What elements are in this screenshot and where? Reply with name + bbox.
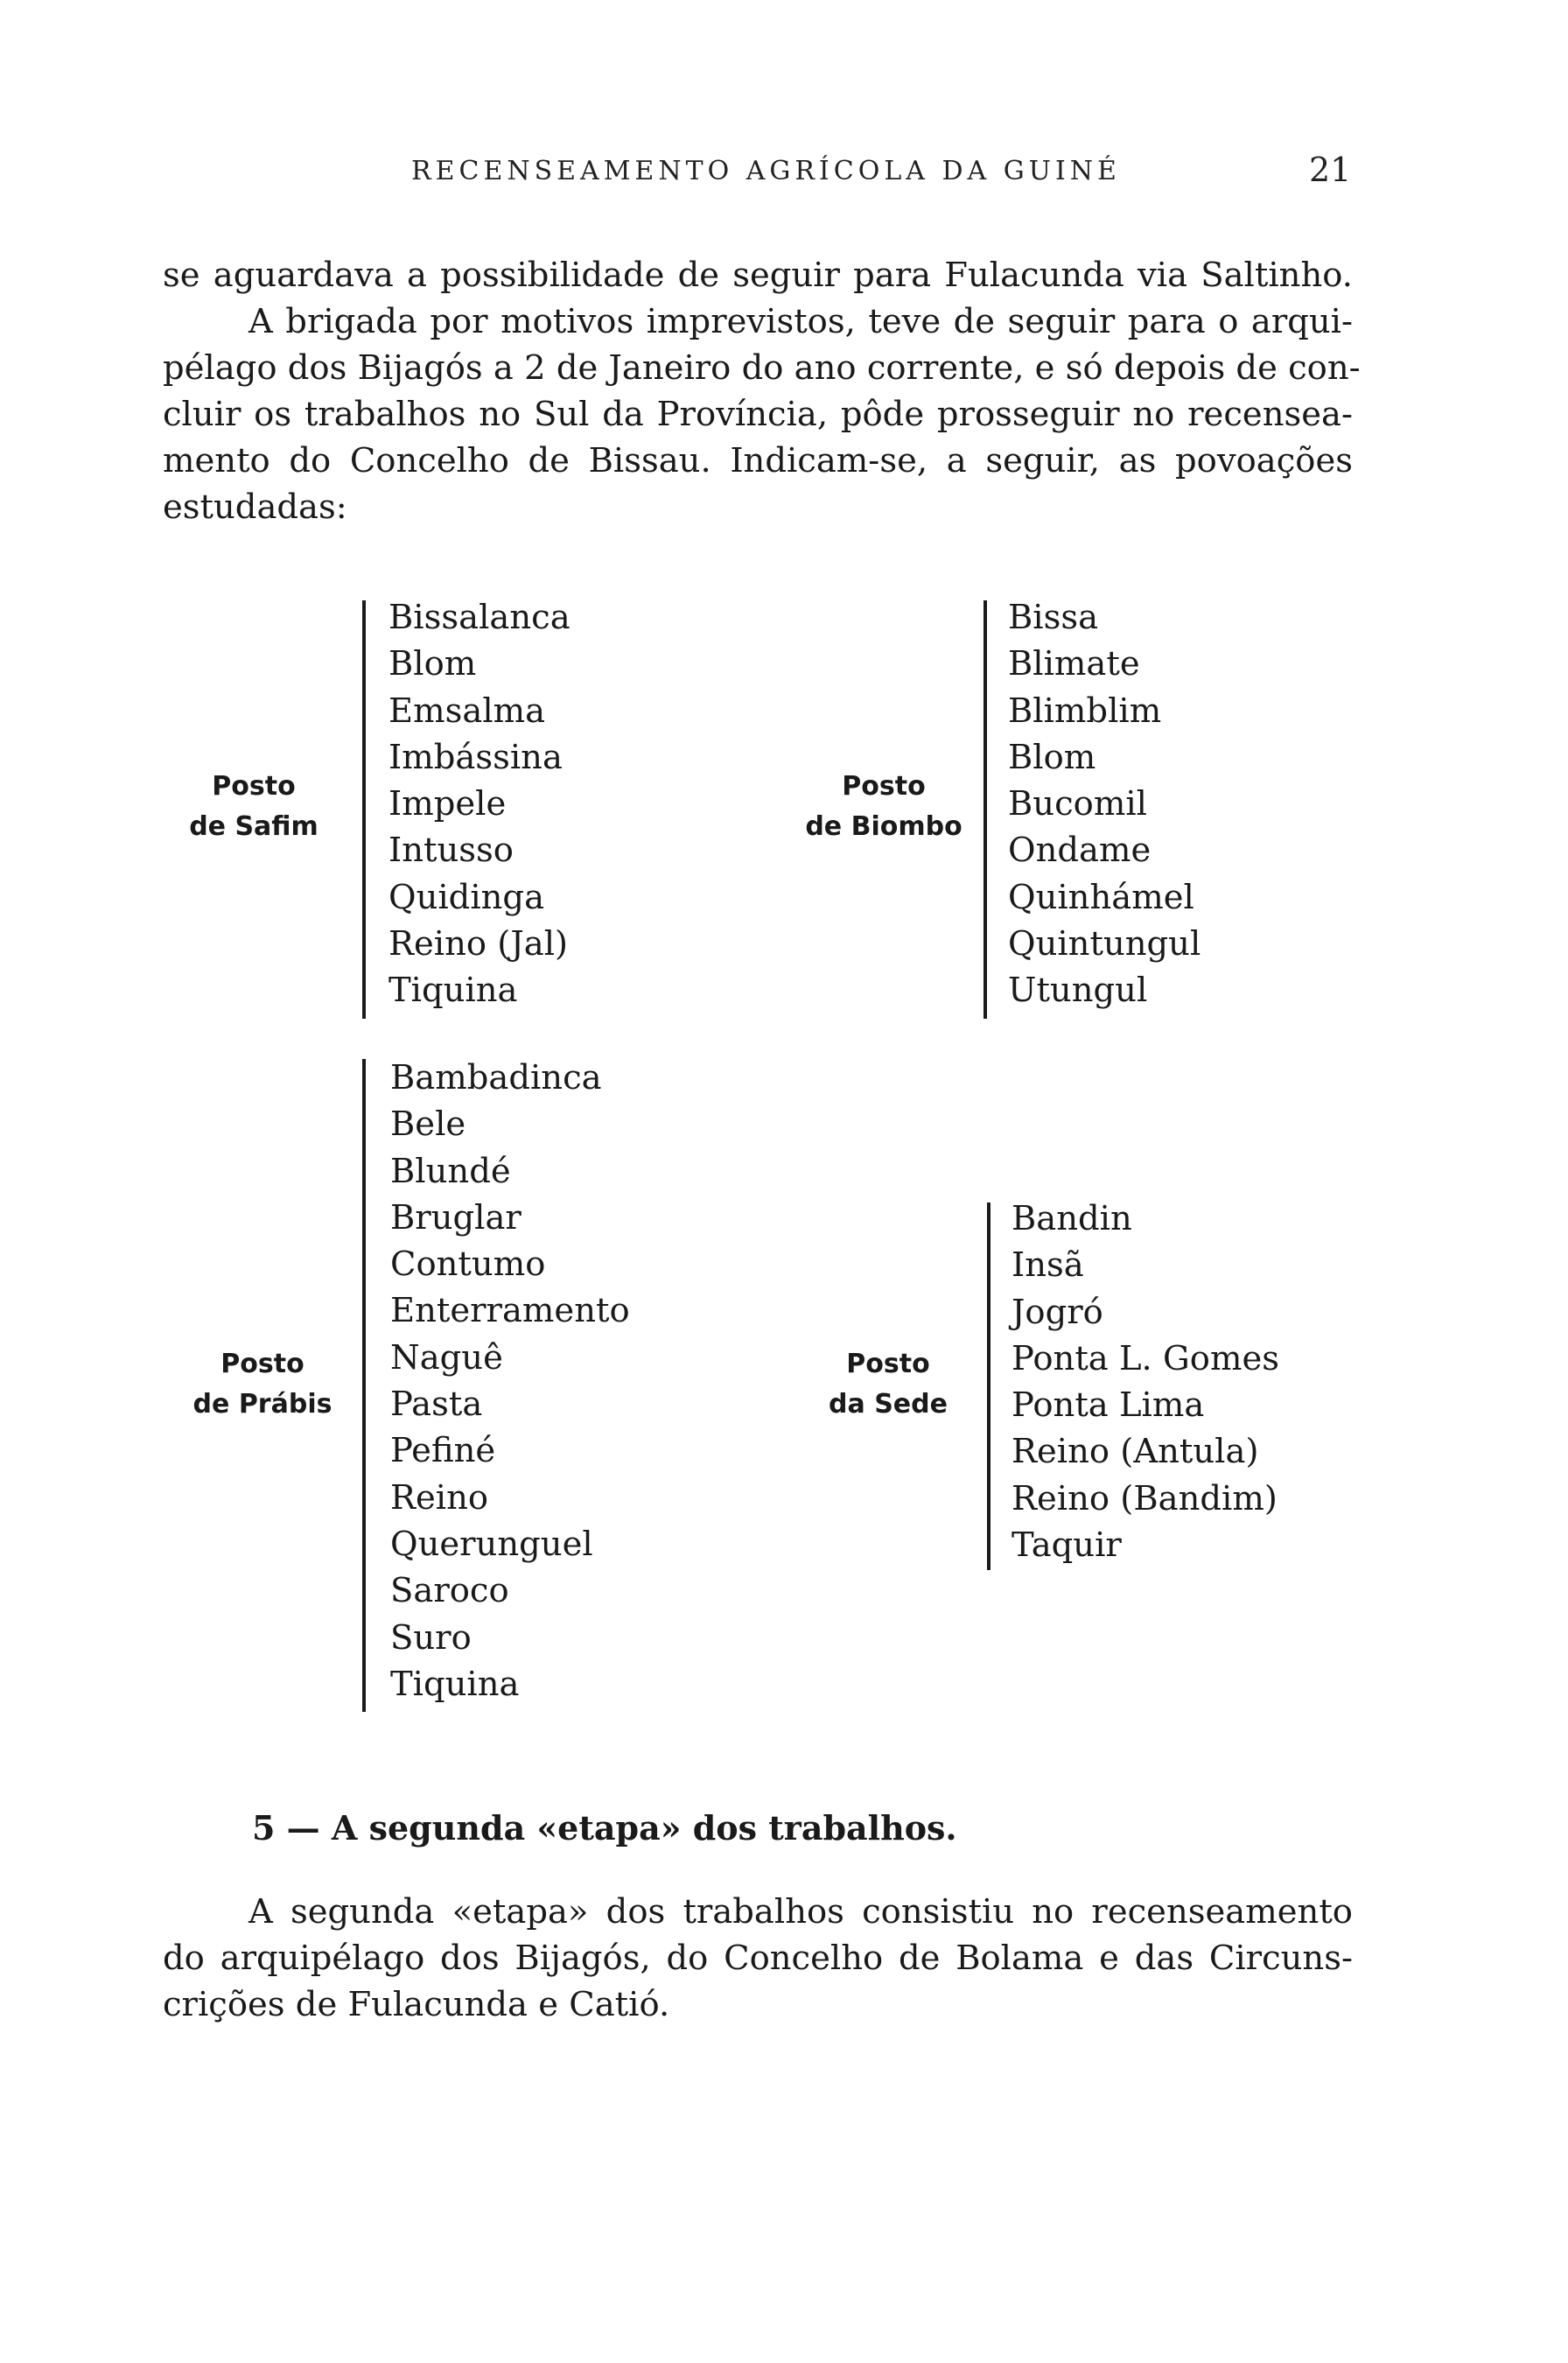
running-title: RECENSEAMENTO AGRÍCOLA DA GUINÉ (411, 156, 1121, 186)
village-name: Pefiné (390, 1431, 496, 1471)
text-line: estudadas: (163, 487, 347, 527)
text-line: pélago dos Bijagós a 2 de Janeiro do ano corrente, e só depois de con- (163, 348, 1361, 388)
text-line: do arquipélago dos Bijagós, do Concelho de Bolama e das Circuns- (163, 1939, 1353, 1978)
village-name: Bambadinca (390, 1058, 602, 1097)
section-heading: 5 — A segunda «etapa» dos trabalhos. (252, 1808, 957, 1848)
village-name: Enterramento (390, 1291, 630, 1331)
village-name: Bele (390, 1104, 466, 1145)
text-line: cluir os trabalhos no Sul da Província, pôde prosseguir no recensea- (163, 395, 1353, 434)
village-name: Quintungul (1008, 924, 1201, 964)
village-name: Quidinga (388, 877, 545, 917)
village-name: Saroco (390, 1571, 509, 1611)
posto-label-biombo (788, 767, 980, 847)
posto-label-safim (166, 767, 341, 847)
text-line: crições de Fulacunda e Catió. (163, 1985, 670, 2024)
village-name: Pasta (390, 1385, 483, 1425)
village-name: Bissa (1008, 598, 1099, 637)
village-list-safim (388, 594, 570, 1014)
village-name: Quinhámel (1008, 877, 1194, 917)
brace (362, 1059, 366, 1712)
brace (987, 1203, 990, 1570)
village-name: Bissalanca (388, 598, 570, 637)
village-name: Intusso (388, 831, 514, 871)
village-name: Ponta Lima (1012, 1385, 1205, 1426)
village-name: Naguê (390, 1337, 503, 1378)
posto-label-line: de Prábis (192, 1389, 332, 1420)
village-name: Taquir (1012, 1525, 1122, 1566)
village-list-sede (1012, 1196, 1279, 1568)
text-line: A segunda «etapa» dos trabalhos consistiu no recenseamento (248, 1892, 1353, 1932)
village-name: Querunguel (390, 1524, 593, 1564)
village-name: Reino (390, 1477, 489, 1518)
village-name: Blundé (390, 1151, 511, 1191)
village-list-prabis (390, 1055, 630, 1707)
village-name: Bandin (1012, 1199, 1132, 1238)
village-name: Contumo (390, 1245, 546, 1285)
village-name: Emsalma (388, 691, 546, 731)
brace (362, 600, 366, 1019)
village-name: Utungul (1008, 971, 1148, 1011)
village-list-biombo (1008, 594, 1200, 1014)
village-name: Ondame (1008, 831, 1152, 871)
village-name: Bruglar (390, 1197, 522, 1238)
village-name: Ponta L. Gomes (1012, 1338, 1280, 1378)
village-name: Reino (Antula) (1012, 1432, 1259, 1472)
village-name: Imbássina (388, 737, 563, 777)
posto-label-line: Posto (842, 771, 926, 802)
village-name: Blimblim (1008, 691, 1162, 731)
village-name: Bucomil (1008, 784, 1147, 824)
closing-paragraph (163, 1889, 1353, 2028)
village-name: Reino (Bandim) (1012, 1478, 1278, 1518)
village-name: Tiquina (388, 971, 518, 1011)
brace (984, 600, 987, 1019)
village-name: Impele (388, 784, 507, 824)
posto-label-line: Posto (220, 1349, 304, 1379)
text-line: se aguardava a possibilidade de seguir para Fulacunda via Saltinho. (163, 256, 1353, 295)
posto-label-line: de Safim (189, 811, 318, 842)
village-name: Blom (1008, 737, 1096, 777)
posto-label-prabis (175, 1344, 350, 1425)
posto-label-line: da Sede (829, 1389, 948, 1420)
village-name: Suro (390, 1617, 472, 1658)
village-name: Reino (Jal) (388, 924, 569, 964)
intro-paragraph (163, 252, 1361, 530)
text-line: mento do Concelho de Bissau. Indicam-se, a seguir, as povoações (163, 441, 1353, 480)
village-name: Blimate (1008, 644, 1140, 684)
posto-label-sede (809, 1344, 967, 1425)
village-name: Blom (388, 644, 477, 684)
village-name: Insã (1012, 1245, 1084, 1286)
text-line: A brigada por motivos imprevistos, teve de seguir para o arqui- (248, 302, 1353, 341)
village-name: Tiquina (390, 1664, 520, 1704)
posto-label-line: de Biombo (805, 811, 962, 842)
posto-label-line: Posto (212, 771, 296, 802)
page-number: 21 (1309, 151, 1352, 189)
posto-label-line: Posto (846, 1349, 930, 1379)
village-name: Jogró (1012, 1292, 1103, 1332)
